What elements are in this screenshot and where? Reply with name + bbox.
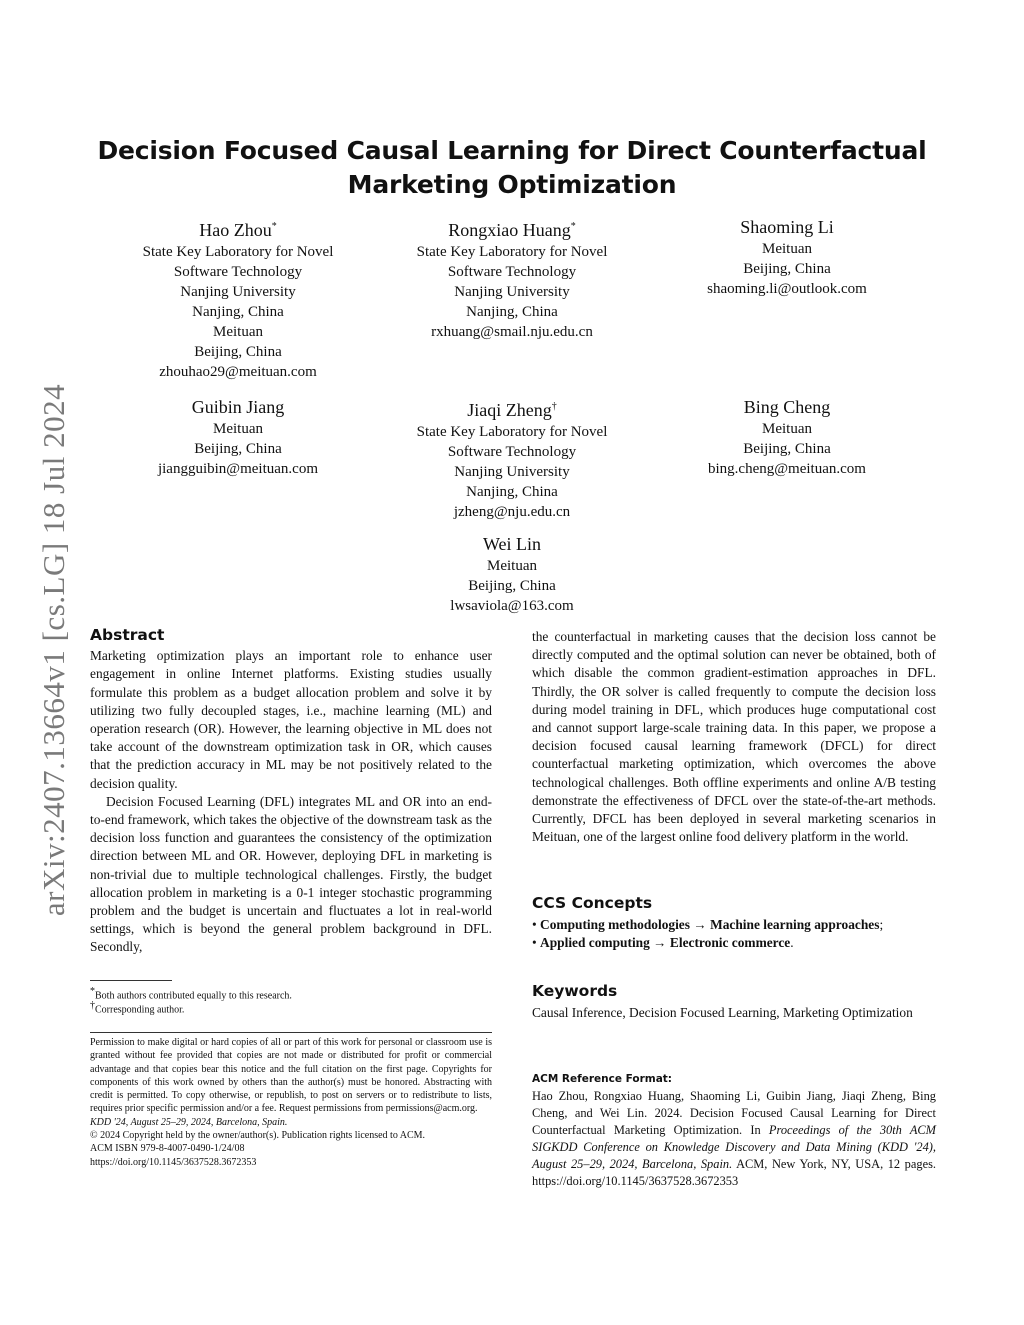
acm-reference-section [532, 1071, 936, 1190]
footnote-text: Both authors contributed equally to this research. [95, 990, 292, 1002]
ccs-term: Computing methodologies [540, 917, 690, 933]
author-block [652, 215, 922, 299]
ccs-punct: ; [879, 917, 884, 933]
keywords-section [532, 982, 936, 1022]
footnote [90, 999, 184, 1017]
author-name: Shaoming Li [740, 217, 834, 237]
affiliation-line: Software Technology [447, 264, 577, 280]
ccs-concepts-section [532, 894, 936, 953]
affiliation-line: Meituan [213, 324, 263, 340]
affiliation-line: Nanjing, China [466, 304, 558, 320]
author-email: jiangguibin@meituan.com [157, 461, 319, 477]
ccs-arrow: → [693, 917, 707, 933]
reference-part: ACM, New York, NY, USA, 12 pages. https://doi.org/10.1145/3637528.3672353 [532, 1157, 936, 1188]
abstract-paragraph: Marketing optimization plays an important role to enhance user engagement in online Internet platforms. Existing studies usually formulate this problem as a budget allocation problem and solve it by utilizing two fully decoupled stages, i.e., machine learning (ML) and operation research (OR). However, the learning objective in ML does not take account of the downstream optimization task in OR, which causes that the prediction accuracy in ML may be not positively related to the decision quality. [90, 648, 492, 791]
affiliation-line: State Key Laboratory for Novel [416, 424, 608, 440]
affiliation-line: Beijing, China [743, 261, 831, 277]
author-block [377, 532, 647, 616]
author-email: zhouhao29@meituan.com [159, 364, 317, 380]
author-email: shaoming.li@outlook.com [707, 281, 867, 297]
affiliation-line: Nanjing, China [466, 484, 558, 500]
author-name: Hao Zhou [199, 220, 272, 240]
permission-divider [90, 1032, 492, 1033]
author-email: rxhuang@smail.nju.edu.cn [431, 324, 593, 340]
ccs-punct: . [790, 935, 794, 951]
affiliation-line: Meituan [487, 558, 537, 574]
doi-link[interactable]: https://doi.org/10.1145/3637528.3672353 [90, 1156, 257, 1168]
ccs-item: • Applied computing → Electronic commerce. [532, 935, 794, 951]
affiliation-line: Meituan [762, 421, 812, 437]
equal-contribution-mark: * [271, 221, 277, 232]
affiliation-line: Beijing, China [743, 441, 831, 457]
affiliation-line: Meituan [213, 421, 263, 437]
ccs-arrow: → [653, 935, 667, 951]
permission-notice [90, 1036, 492, 1169]
author-email: lwsaviola@163.com [450, 598, 574, 614]
reference-text [532, 1088, 936, 1190]
affiliation-line: Meituan [762, 241, 812, 257]
footnote-mark: † [90, 1000, 95, 1011]
author-block [652, 395, 922, 479]
ccs-heading: CCS Concepts [532, 894, 653, 912]
ccs-term: Applied computing [540, 935, 650, 951]
corresponding-author-mark: † [551, 401, 557, 412]
author-block [377, 395, 647, 522]
arxiv-identifier: arXiv:2407.13664v1 [cs.LG] 18 Jul 2024 [36, 383, 71, 917]
ccs-term: Machine learning approaches [710, 917, 880, 933]
equal-contribution-mark: * [570, 221, 576, 232]
ccs-term: Electronic commerce [669, 935, 791, 951]
affiliation-line: State Key Laboratory for Novel [142, 244, 334, 260]
footnote-mark: * [90, 986, 95, 997]
author-name: Jiaqi Zheng [467, 400, 552, 420]
affiliation-line: Nanjing University [454, 284, 570, 300]
affiliation-line: Nanjing, China [192, 304, 284, 320]
paper-title: Decision Focused Causal Learning for Direct Counterfactual Marketing Optimization [97, 136, 927, 199]
affiliation-line: Beijing, China [194, 441, 282, 457]
affiliation-line: Nanjing University [180, 284, 296, 300]
footnote-divider [90, 980, 172, 981]
author-name: Guibin Jiang [191, 397, 285, 417]
keywords-text: Causal Inference, Decision Focused Learning, Marketing Optimization [532, 1005, 913, 1021]
affiliation-line: Nanjing University [454, 464, 570, 480]
abstract-paragraph: Decision Focused Learning (DFL) integrates ML and OR into an end-to-end framework, which takes the objective of the downstream task as the decision loss function and guarantees the consistency of the optimization direction between ML and OR. However, deploying DFL in marketing is non-trivial due to multiple technological challenges. Firstly, the budget allocation problem in marketing is a 0-1 integer stochastic programming problem and the budget is uncertain and fluctuates a lot in real-world settings, which is beyond the general problem background in DFL. Secondly, [90, 793, 492, 955]
abstract-heading: Abstract [90, 626, 165, 644]
author-block [103, 395, 373, 479]
author-block [377, 215, 647, 342]
conference-venue: KDD '24, August 25–29, 2024, Barcelona, Spain. [90, 1116, 288, 1128]
isbn-line: ACM ISBN 979-8-4007-0490-1/24/08 [90, 1143, 245, 1155]
affiliation-line: Beijing, China [468, 578, 556, 594]
author-email: jzheng@nju.edu.cn [453, 504, 571, 520]
keywords-heading: Keywords [532, 982, 618, 1000]
author-block [103, 215, 373, 382]
affiliation-line: State Key Laboratory for Novel [416, 244, 608, 260]
abstract-continued [532, 628, 936, 846]
author-email: bing.cheng@meituan.com [708, 461, 866, 477]
author-name: Bing Cheng [743, 397, 831, 417]
affiliation-line: Software Technology [173, 264, 303, 280]
abstract-paragraph: the counterfactual in marketing causes that the decision loss cannot be directly computed and the optimal solution can never be obtained, both of which disable the common gradient-estimation approaches in DFL. Thirdly, the OR solver is called frequently to compute the decision loss during model training in DFL, which produces huge computational cost and cannot support large-scale training data. In this paper, we propose a decision focused causal learning framework (DFCL) for direct counterfactual marketing optimization, which overcomes the above technological challenges. Both offline experiments and online A/B testing demonstrate the effectiveness of DFCL over the state-of-the-art methods. Currently, DFCL has been deployed in several marketing scenarios in Meituan, one of the largest online food delivery platform in the world. [532, 629, 936, 845]
reference-heading: ACM Reference Format: [532, 1073, 672, 1085]
permission-text: Permission to make digital or hard copies of all or part of this work for personal or classroom use is granted without fee provided that copies are not made or distributed for profit or commercial advantage and that copies bear this notice and the full citation on the first page. Copyrights for components of this work owned by others than the author(s) must be honored. Abstracting with credit is permitted. To copy otherwise, or republish, to post on servers or to redistribute to lists, requires prior specific permission and/or a fee. Request permissions from permissions@acm.org. [90, 1037, 492, 1115]
author-name: Rongxiao Huang [448, 220, 571, 240]
affiliation-line: Software Technology [447, 444, 577, 460]
affiliation-line: Beijing, China [194, 344, 282, 360]
ccs-item: • Computing methodologies → Machine learning approaches; [532, 917, 884, 933]
copyright-line: © 2024 Copyright held by the owner/author(s). Publication rights licensed to ACM. [90, 1130, 426, 1142]
footnote-text: Corresponding author. [95, 1004, 185, 1016]
abstract-section [90, 626, 492, 957]
author-name: Wei Lin [482, 534, 542, 554]
reference-venue: Proceedings of the 30th ACM SIGKDD Conference on Knowledge Discovery and Data Mining (KDD '24), August 25–29, 2024, Barcelona, Spain. [532, 1123, 936, 1171]
reference-part: Hao Zhou, Rongxiao Huang, Shaoming Li, Guibin Jiang, Jiaqi Zheng, Bing Cheng, and Wei Lin. 2024. Decision Focused Causal Learning for Direct Counterfactual Marketing Optimization. In [532, 1089, 936, 1137]
